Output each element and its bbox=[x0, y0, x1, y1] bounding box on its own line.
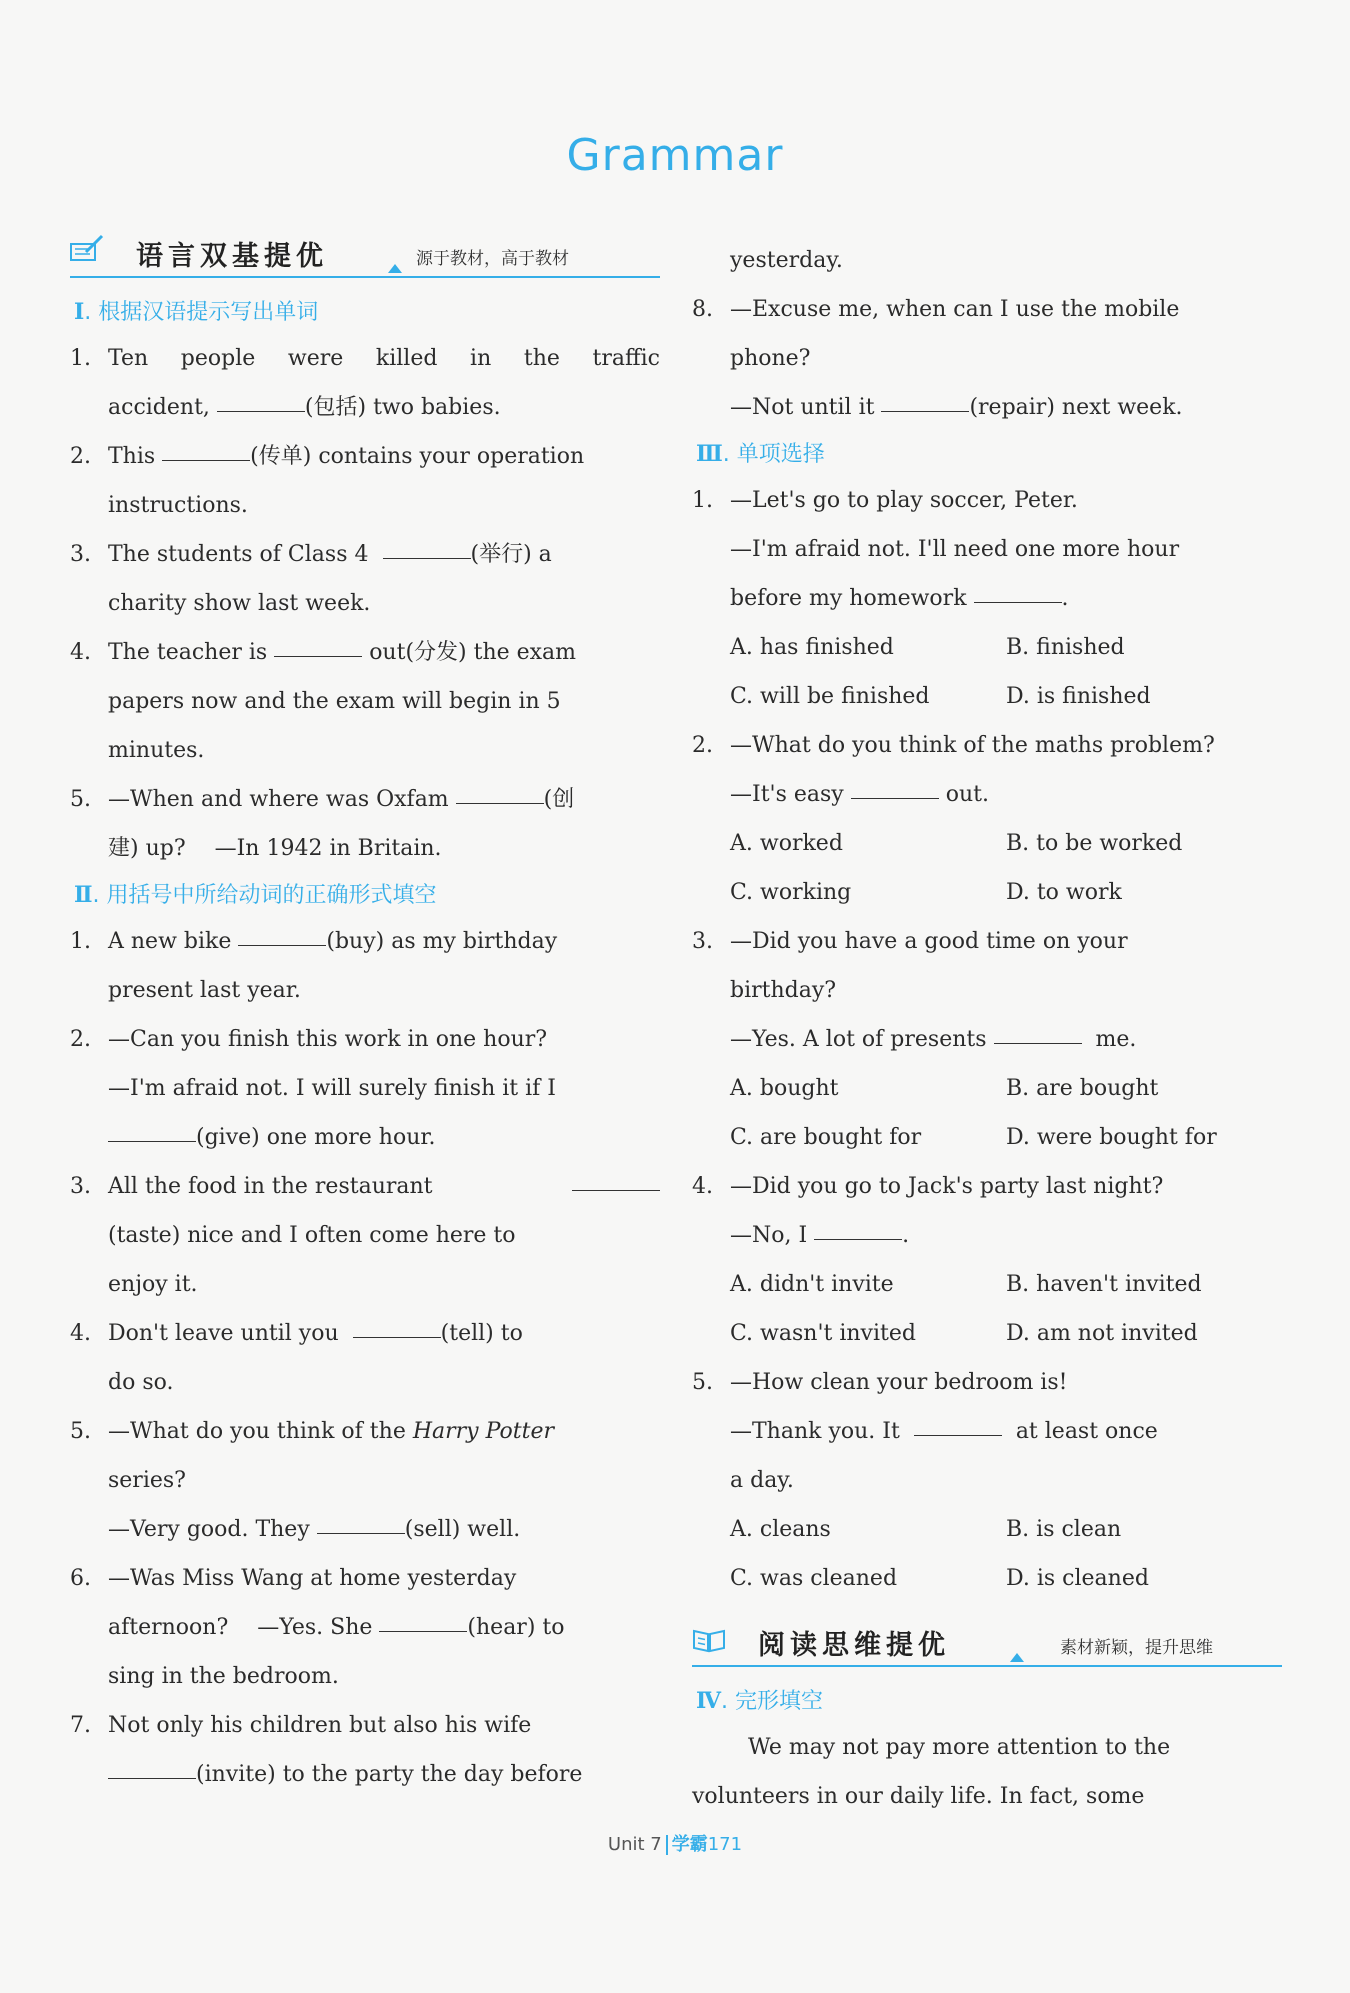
footer-unit: Unit 7 bbox=[607, 1834, 662, 1855]
answer-blank[interactable] bbox=[238, 917, 326, 946]
option-a[interactable]: A. cleans bbox=[730, 1517, 831, 1542]
option-a[interactable]: A. has finished bbox=[730, 635, 894, 660]
answer-blank[interactable] bbox=[974, 574, 1062, 603]
banner-marker bbox=[1010, 1653, 1024, 1662]
question-2-6: 6. —Was Miss Wang at home yesterday afternoon? —Yes. She (hear) to sing in the bedroom. bbox=[70, 1566, 565, 1689]
options-3-1-cd bbox=[692, 672, 1282, 721]
question-2-1: 1. A new bike (buy) as my birthday present last year. bbox=[70, 917, 660, 1015]
answer-blank[interactable] bbox=[108, 1113, 196, 1142]
option-d[interactable]: D. were bought for bbox=[1006, 1125, 1217, 1150]
left-column bbox=[70, 228, 660, 1799]
open-book-icon bbox=[692, 1623, 726, 1653]
answer-blank[interactable] bbox=[162, 432, 250, 461]
section-heading-2: Ⅱ. 用括号中所给动词的正确形式填空 bbox=[74, 882, 437, 908]
option-d[interactable]: D. to work bbox=[1006, 880, 1122, 905]
question-2-8: 8. —Excuse me, when can I use the mobile phone? —Not until it (repair) next week. bbox=[692, 297, 1183, 420]
footer-divider bbox=[666, 1835, 668, 1855]
question-1-2: 2. This (传单) contains your operation instructions. bbox=[70, 432, 660, 530]
option-a[interactable]: A. didn't invite bbox=[730, 1272, 894, 1297]
page-number: 171 bbox=[707, 1834, 743, 1855]
question-1-3: 3. The students of Class 4 (举行) a charity show last week. bbox=[70, 530, 660, 628]
option-b[interactable]: B. to be worked bbox=[1006, 831, 1183, 856]
question-3-2: 2. —What do you think of the maths problem? —It's easy out. bbox=[692, 733, 1215, 807]
question-2-7-continued: yesterday. bbox=[730, 248, 843, 273]
options-3-5-cd bbox=[692, 1554, 1282, 1603]
options-3-1-ab bbox=[692, 623, 1282, 672]
footer-brand: 学霸 bbox=[671, 1834, 708, 1855]
option-b[interactable]: B. are bought bbox=[1006, 1076, 1159, 1101]
option-d[interactable]: D. is finished bbox=[1006, 684, 1151, 709]
notebook-pen-icon bbox=[70, 234, 104, 264]
question-3-5: 5. —How clean your bedroom is! —Thank you. It at least once a day. bbox=[692, 1370, 1158, 1493]
banner-marker bbox=[388, 264, 402, 273]
section-heading-1: Ⅰ. 根据汉语提示写出单词 bbox=[74, 299, 319, 325]
option-a[interactable]: A. worked bbox=[730, 831, 843, 856]
answer-blank[interactable] bbox=[814, 1211, 902, 1240]
option-c[interactable]: C. are bought for bbox=[730, 1125, 922, 1150]
question-2-7: 7. Not only his children but also his wife (invite) to the party the day before bbox=[70, 1713, 583, 1787]
banner-title: 阅读思维提优 bbox=[758, 1630, 950, 1661]
banner-subtitle: 源于教材，高于教材 bbox=[416, 249, 569, 269]
answer-blank[interactable] bbox=[851, 770, 939, 799]
option-b[interactable]: B. is clean bbox=[1006, 1517, 1122, 1542]
question-2-4: 4. Don't leave until you (tell) to do so. bbox=[70, 1309, 660, 1407]
options-3-4-cd bbox=[692, 1309, 1282, 1358]
answer-blank[interactable] bbox=[379, 1603, 467, 1632]
cloze-line-2: volunteers in our daily life. In fact, some bbox=[692, 1784, 1145, 1809]
section-heading-4: Ⅳ. 完形填空 bbox=[696, 1688, 823, 1714]
answer-blank[interactable] bbox=[994, 1015, 1082, 1044]
page-footer bbox=[0, 1830, 1350, 1856]
answer-blank[interactable] bbox=[881, 383, 969, 412]
answer-blank[interactable] bbox=[572, 1162, 660, 1191]
answer-blank[interactable] bbox=[383, 530, 471, 559]
question-1-5: 5. —When and where was Oxfam (创 建) up? —In 1942 in Britain. bbox=[70, 775, 660, 873]
right-column bbox=[692, 236, 1282, 1821]
question-3-4: 4. —Did you go to Jack's party last night? —No, I . bbox=[692, 1174, 1164, 1248]
option-c[interactable]: C. wasn't invited bbox=[730, 1321, 916, 1346]
banner-title: 语言双基提优 bbox=[136, 241, 328, 272]
options-3-2-ab bbox=[692, 819, 1282, 868]
answer-blank[interactable] bbox=[914, 1407, 1002, 1436]
options-3-2-cd bbox=[692, 868, 1282, 917]
options-3-3-cd bbox=[692, 1113, 1282, 1162]
cloze-line-1: We may not pay more attention to the bbox=[748, 1735, 1171, 1760]
cloze-passage bbox=[692, 1723, 1282, 1821]
question-2-5: 5. —What do you think of the Harry Potter series? —Very good. They (sell) well. bbox=[70, 1419, 554, 1542]
options-3-5-ab bbox=[692, 1505, 1282, 1554]
option-d[interactable]: D. am not invited bbox=[1006, 1321, 1198, 1346]
option-c[interactable]: C. will be finished bbox=[730, 684, 930, 709]
page-title: Grammar bbox=[566, 130, 784, 181]
answer-blank[interactable] bbox=[317, 1505, 405, 1534]
question-2-3: 3. All the food in the restaurant (taste) nice and I often come here to enjoy it. bbox=[70, 1162, 660, 1309]
answer-blank[interactable] bbox=[274, 628, 362, 657]
section-heading-3: Ⅲ. 单项选择 bbox=[696, 441, 825, 467]
option-c[interactable]: C. was cleaned bbox=[730, 1566, 898, 1591]
answer-blank[interactable] bbox=[108, 1750, 196, 1779]
option-b[interactable]: B. finished bbox=[1006, 635, 1125, 660]
options-3-4-ab bbox=[692, 1260, 1282, 1309]
question-3-1: 1. —Let's go to play soccer, Peter. —I'm afraid not. I'll need one more hour before my homework . bbox=[692, 488, 1180, 611]
answer-blank[interactable] bbox=[217, 383, 305, 412]
question-1-1: 1. Ten people were killed in the traffic accident, (包括) two babies. bbox=[70, 346, 660, 420]
question-2-2: 2. —Can you finish this work in one hour? —I'm afraid not. I will surely finish it if I (give) one more hour. bbox=[70, 1027, 556, 1150]
answer-blank[interactable] bbox=[456, 775, 544, 804]
section-banner-basics bbox=[70, 228, 660, 278]
banner-subtitle: 素材新颖，提升思维 bbox=[1060, 1638, 1213, 1658]
options-3-3-ab bbox=[692, 1064, 1282, 1113]
option-a[interactable]: A. bought bbox=[730, 1076, 839, 1101]
option-d[interactable]: D. is cleaned bbox=[1006, 1566, 1149, 1591]
option-b[interactable]: B. haven't invited bbox=[1006, 1272, 1202, 1297]
answer-blank[interactable] bbox=[353, 1309, 441, 1338]
section-banner-reading bbox=[692, 1617, 1282, 1667]
option-c[interactable]: C. working bbox=[730, 880, 852, 905]
question-1-4: 4. The teacher is out(分发) the exam papers now and the exam will begin in 5 minutes. bbox=[70, 628, 660, 775]
question-3-3: 3. —Did you have a good time on your birthday? —Yes. A lot of presents me. bbox=[692, 929, 1137, 1052]
